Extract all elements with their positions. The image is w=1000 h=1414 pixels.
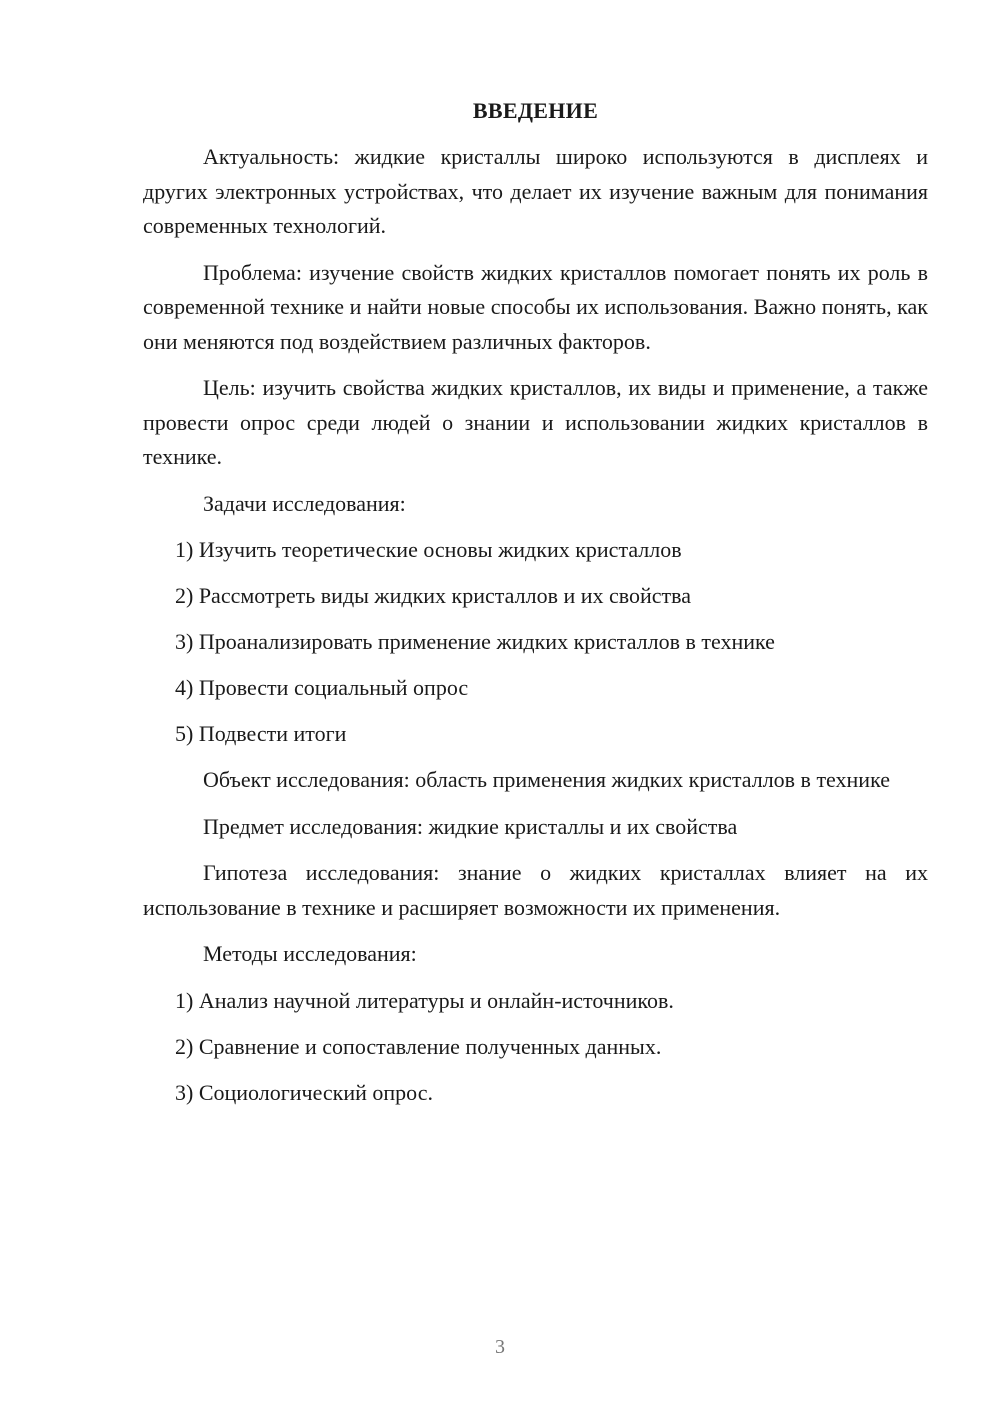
list-item: 4) Провести социальный опрос — [175, 675, 469, 700]
goal-paragraph: Цель: изучить свойства жидких кристаллов, их виды и применение, а также провести опрос среди людей о знании и использовании жидких кристаллов в технике. — [143, 375, 928, 469]
list-item: 1) Изучить теоретические основы жидких кристаллов — [175, 537, 682, 562]
list-item: 5) Подвести итоги — [175, 721, 347, 746]
list-item: 2) Рассмотреть виды жидких кристаллов и их свойства — [175, 583, 692, 608]
page-body — [143, 94, 928, 1122]
object-paragraph: Объект исследования: область применения жидких кристаллов в технике — [203, 767, 890, 792]
relevance-paragraph: Актуальность: жидкие кристаллы широко используются в дисплеях и других электронных устройствах, что делает их изучение важным для понимания современных технологий. — [143, 144, 928, 238]
problem-paragraph: Проблема: изучение свойств жидких кристаллов помогает понять их роль в современной технике и найти новые способы их использования. Важно понять, как они меняются под воздействием различных факторов. — [143, 259, 928, 354]
list-item: 3) Проанализировать применение жидких кристаллов в технике — [175, 629, 775, 654]
subject-paragraph: Предмет исследования: жидкие кристаллы и их свойства — [203, 813, 738, 839]
list-item: 1) Анализ научной литературы и онлайн-источников. — [175, 987, 674, 1013]
page-number: 3 — [495, 1336, 505, 1358]
hypothesis-paragraph: Гипотеза исследования: знание о жидких кристаллах влияет на их использование в технике и расширяет возможности их применения. — [143, 860, 928, 920]
tasks-heading: Задачи исследования: — [203, 490, 406, 516]
list-item: 2) Сравнение и сопоставление полученных данных. — [175, 1033, 662, 1059]
methods-heading: Методы исследования: — [203, 941, 417, 966]
tasks-list — [143, 533, 928, 752]
section-heading: ВВЕДЕНИЕ — [472, 98, 599, 123]
methods-list — [143, 984, 928, 1111]
list-item: 3) Социологический опрос. — [175, 1079, 433, 1105]
